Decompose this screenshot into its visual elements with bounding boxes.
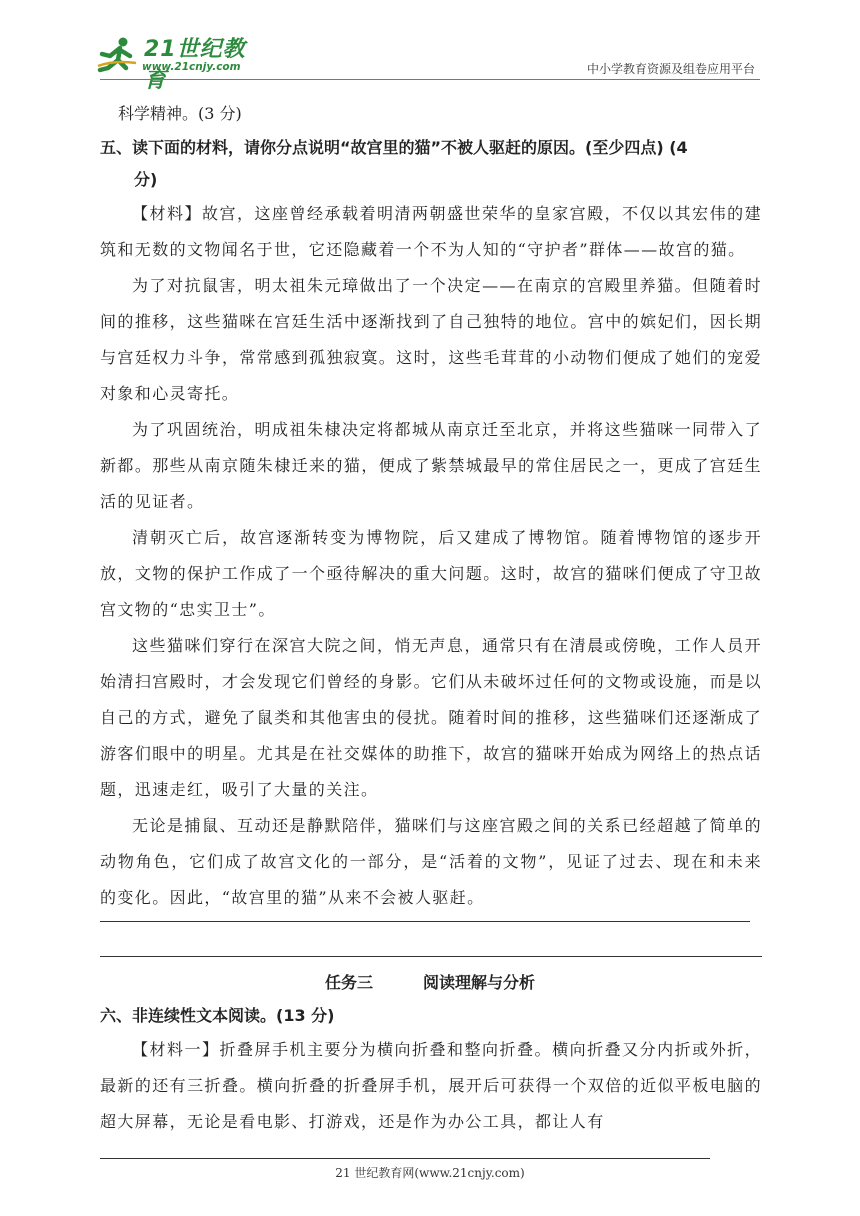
section-heading [0, 970, 860, 993]
material-paragraph: 无论是捕鼠、互动还是静默陪伴，猫咪们与这座宫殿之间的关系已经超越了简单的动物角色，它们成了故宫文化的一部分，是“活着的文物”，见证了过去、现在和未来的变化。因此，“故宫里的猫”从来不会被人驱赶。 [100, 816, 762, 907]
material-paragraph: 为了对抗鼠害，明太祖朱元璋做出了一个决定——在南京的宫殿里养猫。但随着时间的推移，这些猫咪在宫廷生活中逐渐找到了自己独特的地位。宫中的嫔妃们，因长期与宫廷权力斗争，常常感到孤独寂寞。这时，这些毛茸茸的小动物们便成了她们的宠爱对象和心灵寄托。 [100, 276, 762, 403]
question-5-title [100, 132, 762, 196]
page-footer: 21 世纪教育网(www.21cnjy.com) [335, 1166, 525, 1180]
material-paragraph: 清朝灭亡后，故宫逐渐转变为博物院，后又建成了博物馆。随着博物馆的逐步开放，文物的保护工作成了一个亟待解决的重大问题。这时，故宫的猫咪们便成了守卫故宫文物的“忠实卫士”。 [100, 528, 762, 619]
question-5 [100, 96, 762, 916]
header-divider [100, 79, 760, 80]
question-6-title: 六、非连续性文本阅读。(13 分) [100, 1006, 335, 1025]
section-divider [100, 956, 762, 957]
question-5-title-line1: 五、读下面的材料，请你分点说明“故宫里的猫”不被人驱赶的原因。(至少四点) (4 [100, 138, 688, 157]
question-6 [100, 1000, 762, 1140]
previous-question-tail: 科学精神。(3 分) [118, 104, 242, 123]
section-title: 阅读理解与分析 [423, 973, 536, 992]
material-paragraph: 为了巩固统治，明成祖朱棣决定将都城从南京迁至北京，并将这些猫咪一同带入了新都。那些从南京随朱棣迁来的猫，便成了紫禁城最早的常住居民之一，更成了宫廷生活的见证者。 [100, 420, 762, 511]
page-header [0, 0, 860, 93]
question-5-title-line2: 分) [134, 170, 158, 189]
material-one-paragraph: 【材料一】折叠屏手机主要分为横向折叠和整向折叠。横向折叠又分内折或外折，最新的还有三折叠。横向折叠的折叠屏手机，展开后可获得一个双倍的近似平板电脑的超大屏幕，无论是看电影、打游戏，还是作为办公工具，都让人有 [100, 1040, 762, 1131]
logo-url-text: www.21cnjy.com [142, 61, 241, 73]
site-logo[interactable] [96, 32, 266, 93]
logo-brand-text: 21世纪教育 [144, 37, 246, 93]
footer-divider [100, 1158, 710, 1159]
platform-tagline: 中小学教育资源及组卷应用平台 [586, 62, 755, 76]
section-label: 任务三 [324, 973, 373, 992]
runner-logo-icon [96, 36, 140, 76]
material-paragraph: 【材料】故宫，这座曾经承载着明清两朝盛世荣华的皇家宫殿，不仅以其宏伟的建筑和无数的文物闻名于世，它还隐藏着一个不为人知的“守护者”群体——故宫的猫。 [100, 204, 762, 259]
answer-blank-line[interactable] [100, 921, 750, 922]
material-paragraph: 这些猫咪们穿行在深宫大院之间，悄无声息，通常只有在清晨或傍晚，工作人员开始清扫宫殿时，才会发现它们曾经的身影。它们从未破坏过任何的文物或设施，而是以自己的方式，避免了鼠类和其他害虫的侵扰。随着时间的推移，这些猫咪们还逐渐成了游客们眼中的明星。尤其是在社交媒体的助推下，故宫的猫咪开始成为网络上的热点话题，迅速走红，吸引了大量的关注。 [100, 636, 762, 799]
